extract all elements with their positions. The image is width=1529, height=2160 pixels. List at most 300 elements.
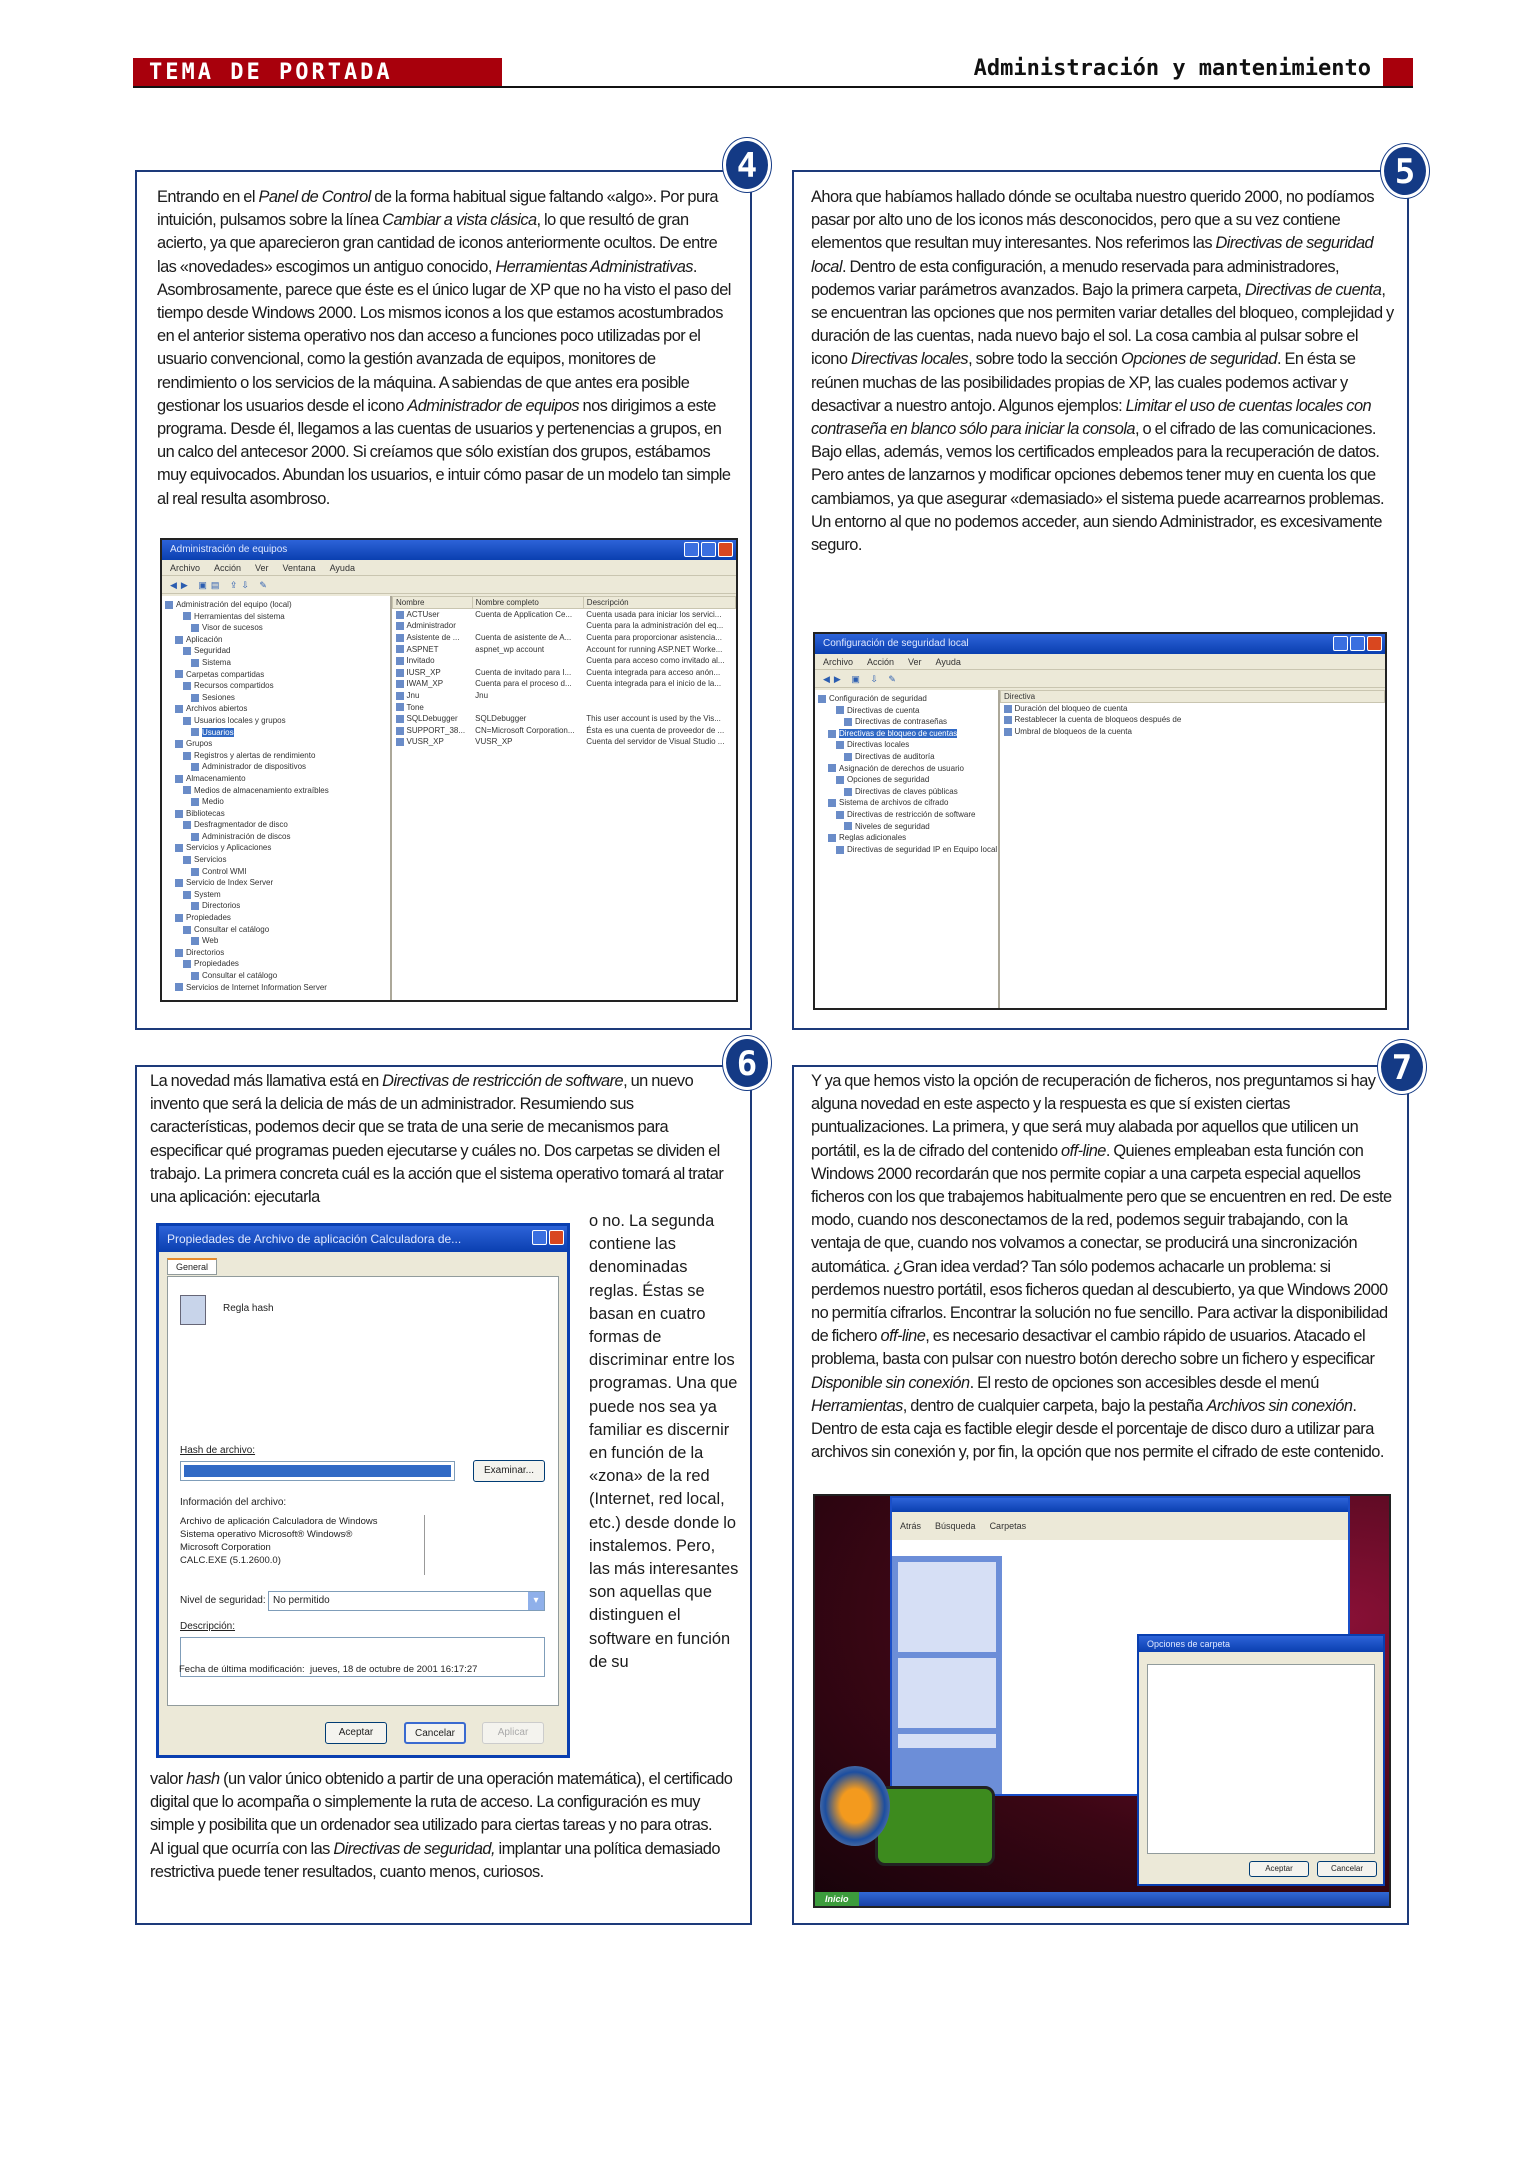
paragraph	[157, 186, 737, 511]
table-cell	[393, 713, 473, 725]
folder-icon	[175, 983, 183, 991]
menu-item[interactable]: Ver	[908, 657, 922, 667]
menu-item[interactable]: Ver	[255, 563, 269, 573]
folder-icon	[836, 706, 844, 714]
tree-item[interactable]	[165, 785, 387, 797]
cell-text: VUSR_XP	[406, 737, 444, 747]
column-header[interactable]: Nombre	[393, 597, 473, 609]
folder-icon	[191, 937, 199, 945]
folder-icon	[844, 718, 852, 726]
tree-item-label: Administración del equipo (local)	[176, 600, 292, 609]
tree-item[interactable]	[165, 680, 387, 692]
policy-row[interactable]	[1001, 726, 1385, 738]
cell-text: IWAM_XP	[406, 679, 444, 689]
modified-label: Fecha de última modificación:	[179, 1664, 305, 1675]
cell-text: Administrador	[406, 621, 456, 631]
text-run: implantar una política demasiado restrictiva puede tener resultados, cuanto menos, curiosos.	[150, 1839, 720, 1881]
header-accent-square	[1383, 58, 1413, 86]
folder-icon	[836, 811, 844, 819]
emphasis-run: off-line	[880, 1327, 926, 1346]
back-button[interactable]: Atrás	[900, 1521, 922, 1531]
user-icon	[396, 715, 404, 723]
text-run: de la forma habitual sigue faltando «algo». Por pura intuición, pulsamos sobre la línea	[157, 188, 718, 230]
step-number-badge: 4	[723, 138, 771, 192]
emphasis-run: hash	[186, 1770, 220, 1788]
user-icon	[396, 645, 404, 653]
ok-button[interactable]: Aceptar	[1249, 1861, 1309, 1877]
menu-item[interactable]: Archivo	[170, 563, 201, 573]
menu-item[interactable]: Ventana	[282, 563, 316, 573]
paragraph	[589, 1210, 739, 1674]
modified-value: jueves, 18 de octubre de 2001 16:17:27	[309, 1664, 478, 1675]
tree-item[interactable]	[165, 727, 387, 739]
paragraph	[150, 1838, 735, 1884]
tree-item-label: Directivas locales	[847, 740, 910, 750]
table-row[interactable]	[393, 666, 736, 678]
table-cell	[472, 609, 583, 621]
menu-item[interactable]: Ayuda	[935, 657, 961, 667]
tree-item-label: Recursos compartidos	[194, 681, 274, 691]
cell-text: Cuenta integrada para acceso anón...	[586, 667, 721, 677]
user-icon	[396, 634, 404, 642]
tree-item[interactable]	[165, 599, 387, 611]
menu-item[interactable]: Ayuda	[329, 563, 355, 573]
cell-text: Cuenta para acceso como invitado al...	[586, 656, 725, 666]
table-cell	[583, 701, 735, 713]
table-cell	[393, 632, 473, 644]
table-cell	[1001, 726, 1385, 738]
folder-icon	[183, 786, 191, 794]
minimize-icon	[684, 542, 699, 557]
table-row[interactable]	[393, 701, 736, 713]
cell-text: Cuenta de invitado para I...	[475, 667, 572, 677]
text-run: Entrando en el	[157, 188, 259, 206]
tree-item-label: Bibliotecas	[186, 808, 225, 818]
hash-field[interactable]	[180, 1461, 455, 1481]
tree-item[interactable]	[165, 970, 387, 982]
menu-item[interactable]: Acción	[867, 657, 895, 667]
text-run: . Quienes empleaban esta función con Windows 2000 recordarán que nos permite copiar a una carpeta especial aquellos ficheros con los que trabajemos habitualmente pero que se encuentren en red. De este modo, cuando nos desconectamos de la red, podemos seguir trabajando, con la ventaja de que, cuando nos volvamos a conectar, se producirá una sincronización automática. ¿Gran idea verdad? Tan sólo podemos achacarle un problema: si perdemos nuestro portátil, esos ficheros quedan al descubierto, ya que Windows 2000 no permitía cifrarlos. Encontrar la solución no fue sencillo. Para activar la disponibilidad de fichero	[811, 1141, 1392, 1346]
apply-button[interactable]: Aplicar	[482, 1722, 544, 1744]
paragraph	[811, 464, 1396, 557]
tree-item-label: Consultar el catálogo	[202, 971, 278, 980]
search-button[interactable]: Búsqueda	[935, 1521, 976, 1531]
text-run: . Dentro de esta configuración, a menudo reservada para administradores, podemos variar parámetros avanzados. Bajo la primera carpeta,	[811, 257, 1340, 299]
policy-row[interactable]	[1001, 714, 1385, 726]
tree-item[interactable]	[165, 912, 387, 924]
table-cell	[393, 609, 473, 621]
table-cell	[583, 609, 735, 621]
text-run: , es necesario desactivar el cambio rápido de usuarios. Atacado el problema, basta con pulsar con nuestro botón derecho sobre un fichero y especificar	[811, 1327, 1375, 1369]
tree-item[interactable]	[818, 739, 995, 751]
policy-list	[1000, 690, 1385, 1008]
folder-icon	[844, 788, 852, 796]
text-run: (un valor único obtenido a partir de una operación matemática), el certificado digital que lo acompaña o simplemente la ruta de acceso. La configuración es muy simple y posibilita que un ordenador sea utilizado para ciertas tareas y no para otras.	[150, 1770, 733, 1835]
tree-item[interactable]	[165, 657, 387, 669]
policy-row[interactable]	[1001, 703, 1385, 715]
column-header[interactable]: Directiva	[1001, 691, 1385, 703]
cell-text: Cuenta del servidor de Visual Studio ...	[586, 737, 725, 747]
tree-item[interactable]	[818, 844, 998, 856]
tree-item[interactable]	[165, 842, 387, 854]
table-cell	[393, 620, 473, 632]
tree-item[interactable]	[818, 786, 995, 798]
emphasis-run: Archivos sin conexión	[1206, 1396, 1353, 1415]
tree-item[interactable]	[165, 750, 387, 762]
folder-icon	[175, 810, 183, 818]
tree-item-label: Herramientas del sistema	[194, 611, 285, 621]
tree-item-label: Directorios	[186, 947, 225, 957]
tree-item-label: Directivas de contraseñas	[855, 717, 948, 727]
folder-icon	[191, 624, 199, 632]
folder-icon	[191, 798, 199, 806]
tree-item-label: Administración de discos	[202, 831, 291, 841]
tree-item-label: Servicio de Index Server	[186, 878, 274, 888]
tree-item-label: Archivos abiertos	[186, 704, 248, 714]
toolbar-icons: ◀▶ ▣ ⇩ ✎	[815, 670, 1385, 688]
emphasis-run: Directivas de seguridad local	[811, 234, 1374, 276]
tree-item-label: Usuarios	[202, 727, 234, 737]
tree-item-label: Medio	[202, 797, 224, 807]
tree-item[interactable]	[165, 761, 387, 773]
folder-icon	[183, 960, 191, 968]
emphasis-run: Limitar el uso de cuentas locales con contraseña en blanco sólo para iniciar la consola	[811, 396, 1372, 439]
help-icon[interactable]	[532, 1230, 547, 1245]
folder-icon	[183, 821, 191, 829]
policy-icon	[1004, 716, 1012, 724]
tree-item-label: Carpetas compartidas	[186, 669, 265, 679]
cell-text: ASPNET	[406, 644, 439, 654]
menu-bar	[815, 654, 1385, 670]
folder-icon	[828, 764, 836, 772]
tree-item[interactable]	[818, 797, 995, 809]
folder-icon	[828, 799, 836, 807]
local-security-settings-screenshot	[813, 632, 1387, 1010]
table-row[interactable]	[393, 643, 736, 655]
folder-icon	[836, 741, 844, 749]
tree-item[interactable]	[165, 866, 387, 878]
file-info	[180, 1515, 425, 1575]
tree-item-label: Directivas de bloqueo de cuentas	[839, 728, 958, 738]
folder-icon	[175, 705, 183, 713]
cell-text: Ésta es una cuenta de proveedor de ...	[586, 725, 725, 735]
emphasis-run: Herramientas Administrativas	[495, 257, 693, 276]
tree-item[interactable]	[165, 877, 387, 889]
table-cell	[393, 701, 473, 713]
tree-item[interactable]	[165, 958, 387, 970]
tree-item[interactable]	[165, 773, 387, 785]
text-run: Ahora que habíamos hallado dónde se ocultaba nuestro querido 2000, no podíamos pasar por alto uno de los iconos más desconocidos, pero que a su vez contiene elementos que resultan muy interesantes. Nos referimos las	[811, 188, 1375, 253]
tree-item-label: Asignación de derechos de usuario	[839, 763, 964, 773]
folder-icon	[175, 949, 183, 957]
folder-icon	[191, 972, 199, 980]
folder-icon	[828, 834, 836, 842]
tree-item-label: Opciones de seguridad	[847, 775, 930, 785]
folder-icon	[828, 730, 836, 738]
folder-icon	[175, 844, 183, 852]
folder-icon	[191, 833, 199, 841]
tree-item-label: System	[194, 889, 221, 899]
policy-name: Restablecer la cuenta de bloqueos después de	[1014, 715, 1182, 725]
table-cell	[583, 678, 735, 690]
description-label: Descripción:	[180, 1621, 236, 1632]
column-header[interactable]: Descripción	[583, 597, 735, 609]
tree-item-label: Grupos	[186, 739, 213, 749]
tree-item[interactable]	[818, 774, 995, 786]
tree-item[interactable]	[165, 622, 387, 634]
folder-icon	[183, 717, 191, 725]
tree-item-label: Consultar el catálogo	[194, 924, 270, 934]
folder-icon	[183, 891, 191, 899]
table-cell	[393, 655, 473, 667]
tree-item-label: Desfragmentador de disco	[194, 820, 288, 830]
paragraph	[811, 186, 1396, 464]
security-level-select[interactable]	[268, 1591, 545, 1611]
menu-item[interactable]: Archivo	[823, 657, 854, 667]
tree-item-label: Propiedades	[186, 913, 231, 923]
media-orb	[820, 1766, 890, 1846]
cell-text: Cuenta de asistente de A...	[475, 632, 572, 642]
table-cell	[583, 713, 735, 725]
tree-item[interactable]	[165, 703, 387, 715]
folders-button[interactable]: Carpetas	[989, 1521, 1027, 1531]
tree-item-label: Aplicación	[186, 634, 223, 644]
menu-item[interactable]: Acción	[214, 563, 242, 573]
tree-item-label: Servicios y Aplicaciones	[186, 843, 272, 853]
tree-item-label: Sistema de archivos de cifrado	[839, 798, 949, 808]
tree-item[interactable]	[165, 611, 387, 623]
tree-item[interactable]	[165, 819, 387, 831]
table-cell	[393, 643, 473, 655]
user-icon	[396, 622, 404, 630]
table-row[interactable]	[393, 632, 736, 644]
step-6-intro	[150, 1070, 735, 1209]
cell-text: Cuenta usada para iniciar los servici...	[586, 610, 722, 620]
emphasis-run: Disponible sin conexión	[811, 1373, 970, 1392]
table-cell	[1001, 703, 1385, 715]
hash-label: Hash de archivo:	[180, 1445, 256, 1456]
table-row[interactable]	[393, 678, 736, 690]
tree-item[interactable]	[165, 900, 387, 912]
user-icon	[396, 727, 404, 735]
dialog-title: Propiedades de Archivo de aplicación Calculadora de...	[167, 1232, 462, 1246]
folder-icon	[183, 926, 191, 934]
task-pane	[892, 1556, 1002, 1794]
menu-bar	[162, 560, 736, 576]
tree-item[interactable]	[818, 809, 995, 821]
folder-icon	[191, 763, 199, 771]
user-icon	[396, 703, 404, 711]
text-run: Y ya que hemos visto la opción de recuperación de ficheros, nos preguntamos si hay alguna novedad en este aspecto y la respuesta es que sí existen ciertas puntualizaciones. La primera, y que será muy alabada por aquellos que utilicen un portátil, es la de cifrado del contenido	[811, 1072, 1376, 1160]
header-rule	[133, 86, 1413, 88]
table-row[interactable]	[393, 713, 736, 725]
tree-item-label: Directivas de restricción de software	[847, 809, 976, 819]
table-row[interactable]	[393, 609, 736, 621]
policy-icon	[1004, 728, 1012, 736]
tree-item[interactable]	[818, 763, 995, 775]
folder-icon	[836, 846, 844, 854]
computer-management-screenshot	[160, 538, 738, 1002]
folder-icon	[175, 670, 183, 678]
tree-item-label: Reglas adicionales	[839, 833, 907, 843]
table-row[interactable]	[393, 736, 736, 748]
cell-text: Cuenta para proporcionar asistencia...	[586, 632, 722, 642]
maximize-icon	[1350, 636, 1365, 651]
table-cell	[393, 678, 473, 690]
tree-item[interactable]	[165, 796, 387, 808]
column-header[interactable]: Nombre completo	[472, 597, 583, 609]
chevron-down-icon: ▾	[528, 1592, 544, 1610]
table-cell	[393, 736, 473, 748]
cancel-button[interactable]: Cancelar	[1317, 1861, 1377, 1877]
emphasis-run: Directivas de cuenta	[1244, 280, 1382, 299]
step-number-badge: 6	[723, 1036, 771, 1090]
emphasis-run: Directivas de seguridad,	[333, 1839, 495, 1858]
tree-item[interactable]	[165, 982, 387, 994]
folder-icon	[191, 659, 199, 667]
table-row[interactable]	[393, 620, 736, 632]
text-run: valor	[150, 1770, 187, 1788]
modified-row	[179, 1664, 477, 1675]
text-run: . En ésta se reúnen muchas de las posibilidades propias de XP, las cuales podemos activar y desactivar a nuestro antojo. Algunos ejemplos:	[811, 350, 1356, 415]
table-cell	[472, 643, 583, 655]
table-cell	[393, 690, 473, 702]
paragraph	[811, 1070, 1396, 1464]
tree-item[interactable]	[165, 808, 387, 820]
tree-item-label: Seguridad	[194, 646, 231, 656]
tree-item[interactable]	[165, 924, 387, 936]
step-7-text	[811, 1070, 1396, 1464]
table-cell	[472, 713, 583, 725]
tree-item[interactable]	[165, 947, 387, 959]
folder-icon	[175, 879, 183, 887]
cell-text: Jnu	[406, 690, 420, 700]
tree-item[interactable]	[165, 738, 387, 750]
tree-item[interactable]	[818, 716, 995, 728]
file-info-line: Archivo de aplicación Calculadora de Windows	[180, 1516, 378, 1527]
tree-item[interactable]	[165, 715, 387, 727]
close-icon[interactable]	[549, 1230, 564, 1245]
table-cell	[393, 724, 473, 736]
close-icon	[718, 542, 733, 557]
dialog-title: Opciones de carpeta	[1147, 1639, 1231, 1649]
folder-icon	[175, 636, 183, 644]
folder-icon	[183, 647, 191, 655]
tree-item[interactable]	[818, 751, 995, 763]
cell-text: Tone	[406, 702, 424, 712]
tree-item[interactable]	[818, 728, 995, 740]
folder-icon	[165, 601, 173, 609]
table-row[interactable]	[393, 724, 736, 736]
window-title: Administración de equipos	[170, 544, 288, 555]
tree-item[interactable]	[165, 692, 387, 704]
tree-item-label: Propiedades	[194, 959, 239, 969]
cell-text: aspnet_wp account	[475, 644, 545, 654]
text-run: , sobre todo la sección	[968, 350, 1121, 369]
folder-icon	[175, 775, 183, 783]
text-run: La novedad más llamativa está en	[150, 1072, 383, 1090]
tree-item[interactable]	[165, 854, 387, 866]
tree-item-label: Niveles de seguridad	[855, 821, 930, 831]
tree-item-label: Configuración de seguridad	[829, 694, 927, 703]
tree-item[interactable]	[165, 669, 387, 681]
tree-item[interactable]	[165, 889, 387, 901]
tree-item-label: Directorios	[202, 901, 241, 911]
table-cell	[583, 620, 735, 632]
text-run: Al igual que ocurría con las	[150, 1839, 334, 1858]
tree-item[interactable]	[818, 705, 995, 717]
tree-item[interactable]	[818, 832, 995, 844]
text-run: Pero antes de lanzarnos y modificar opciones debemos tener muy en cuenta los que cambiamos, ya que asegurar «demasiado» el sistema puede acarrearnos problemas. Un entorno al que no podemos acceder, aun siendo Administrador, es excesivamente seguro.	[811, 466, 1385, 555]
emphasis-run: Administrador de equipos	[407, 396, 580, 415]
folder-icon	[191, 694, 199, 702]
tree-item-label: Web	[202, 936, 219, 946]
folder-options-dialog	[1137, 1634, 1385, 1886]
tree-item-label: Directivas de auditoría	[855, 751, 935, 761]
text-run: , o el cifrado de las comunicaciones. Bajo ellas, además, vemos los certificados empleados para la recuperación de datos.	[811, 420, 1380, 462]
cancel-button[interactable]: Cancelar	[404, 1722, 466, 1744]
user-icon	[396, 611, 404, 619]
tab-general[interactable]: General	[167, 1258, 217, 1275]
table-row[interactable]	[393, 655, 736, 667]
folder-icon	[844, 753, 852, 761]
cell-text: SQLDebugger	[406, 714, 458, 724]
tree-item-label: Directivas de cuenta	[847, 705, 920, 715]
cell-text: VUSR_XP	[475, 737, 513, 747]
folder-icon	[844, 822, 852, 830]
tree-item[interactable]	[165, 935, 387, 947]
folder-icon	[175, 914, 183, 922]
text-run: , dentro de cualquier carpeta, bajo la pestaña	[902, 1396, 1207, 1415]
user-icon	[396, 738, 404, 746]
cell-text: SQLDebugger	[475, 714, 527, 724]
user-icon	[396, 680, 404, 688]
taskbar	[815, 1892, 1389, 1906]
file-info-line: Microsoft Corporation	[180, 1542, 271, 1553]
table-row[interactable]	[393, 690, 736, 702]
table-cell	[583, 724, 735, 736]
browse-button[interactable]: Examinar...	[473, 1460, 545, 1482]
file-info-line: Sistema operativo Microsoft® Windows®	[180, 1529, 353, 1540]
tree-item[interactable]	[165, 831, 387, 843]
step-6-rest	[150, 1768, 735, 1884]
folder-icon	[191, 868, 199, 876]
rule-icon	[180, 1295, 206, 1325]
table-cell	[472, 632, 583, 644]
close-icon	[1367, 636, 1382, 651]
start-button[interactable]: Inicio	[815, 1892, 859, 1906]
page-title: Administración y mantenimiento	[973, 56, 1371, 81]
table-cell	[583, 736, 735, 748]
tree-item[interactable]	[818, 693, 995, 705]
emphasis-run: Panel de Control	[258, 188, 371, 206]
ok-button[interactable]: Aceptar	[325, 1722, 387, 1744]
cell-text: CN=Microsoft Corporation...	[475, 725, 575, 735]
tree-item[interactable]	[165, 645, 387, 657]
tree-item[interactable]	[165, 634, 387, 646]
emphasis-run: Cambiar a vista clásica	[382, 211, 537, 230]
user-icon	[396, 692, 404, 700]
green-media-player-skin	[875, 1786, 995, 1866]
file-info-line: CALC.EXE (5.1.2600.0)	[180, 1555, 281, 1566]
table-cell	[393, 666, 473, 678]
tree-item[interactable]	[818, 821, 995, 833]
maximize-icon	[701, 542, 716, 557]
paragraph	[150, 1768, 735, 1838]
tree-item-label: Visor de sucesos	[202, 623, 263, 633]
hash-rule-properties-dialog	[156, 1223, 570, 1758]
table-cell	[583, 655, 735, 667]
